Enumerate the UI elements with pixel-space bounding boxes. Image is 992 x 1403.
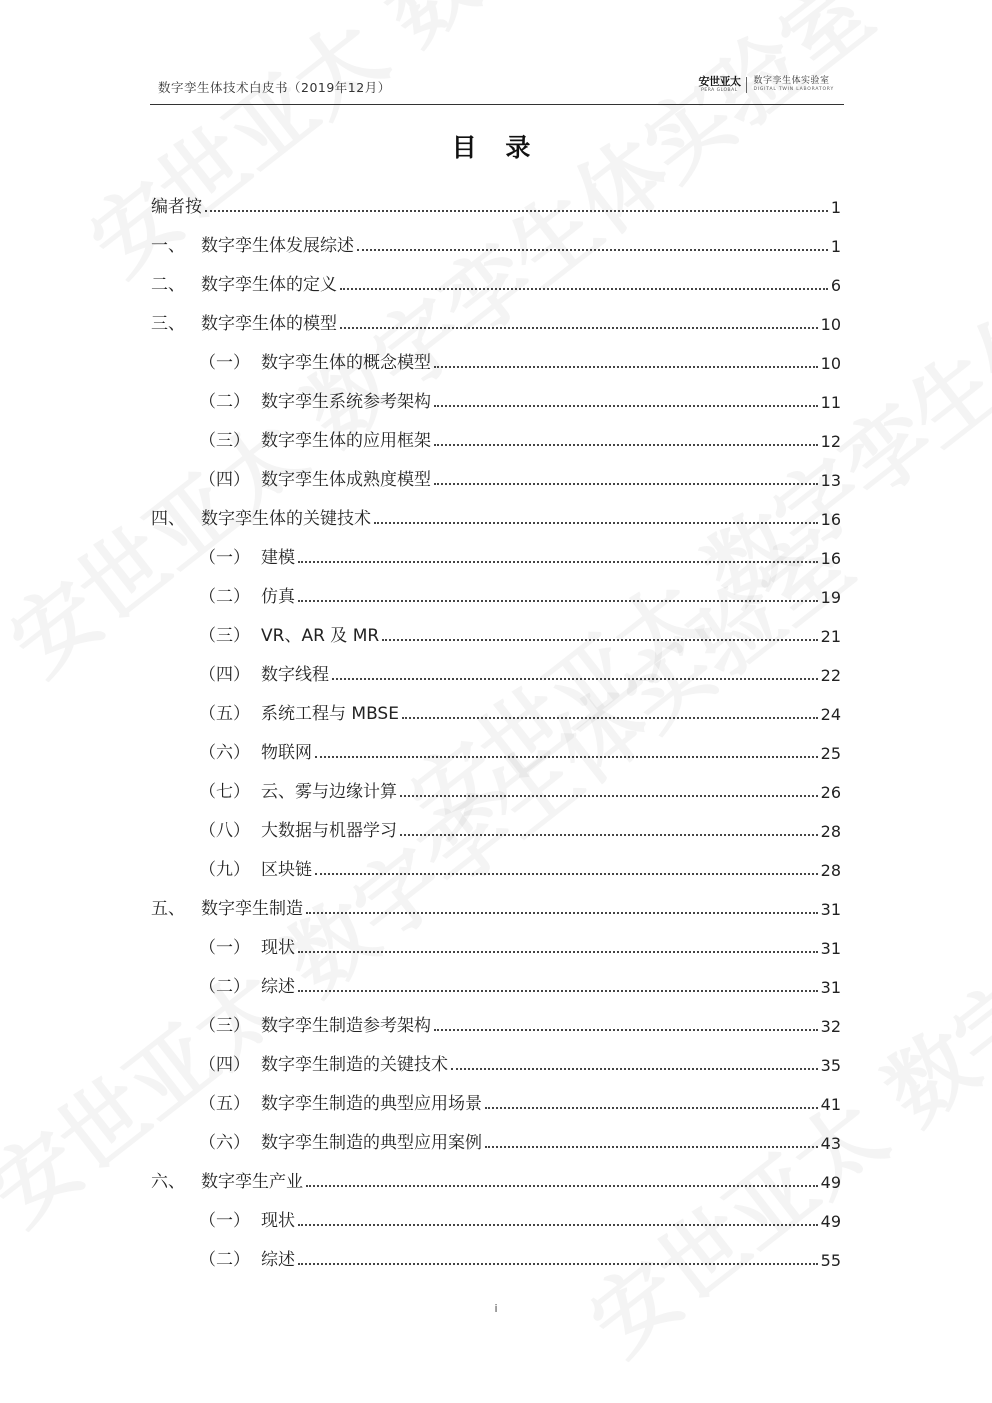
- toc-leader-dots: [434, 482, 818, 485]
- toc-leader-dots: [298, 950, 818, 953]
- toc-entry[interactable]: [151, 451, 841, 490]
- toc-entry-number: （一）: [199, 1211, 250, 1231]
- toc-entry-label: 现状: [261, 938, 295, 958]
- toc-entry-label: 系统工程与 MBSE: [261, 704, 399, 724]
- toc-entry[interactable]: [151, 295, 841, 334]
- toc-entry-label: 综述: [261, 1250, 295, 1270]
- table-of-contents: [151, 178, 841, 1270]
- toc-entry[interactable]: [151, 529, 841, 568]
- toc-entry-number: （四）: [199, 665, 250, 685]
- toc-entry-label: 综述: [261, 977, 295, 997]
- toc-entry[interactable]: [151, 607, 841, 646]
- toc-entry-page: 19: [820, 588, 841, 607]
- toc-entry-number: （一）: [199, 548, 250, 568]
- company-logo-subtext: PERA GLOBAL: [701, 88, 738, 93]
- toc-entry-number: （五）: [199, 1094, 250, 1114]
- toc-entry-page: 31: [820, 939, 841, 958]
- toc-leader-dots: [332, 677, 818, 680]
- toc-leader-dots: [434, 404, 818, 407]
- toc-entry-label: 仿真: [261, 587, 295, 607]
- toc-entry[interactable]: [151, 919, 841, 958]
- toc-entry[interactable]: [151, 880, 841, 919]
- toc-leader-dots: [298, 560, 818, 563]
- toc-leader-dots: [315, 755, 818, 758]
- toc-entry-number: （四）: [199, 1055, 250, 1075]
- toc-entry-label: 数字孪生制造的关键技术: [261, 1055, 448, 1075]
- toc-entry-label: 数字孪生体的定义: [201, 275, 337, 295]
- toc-entry-page: 35: [820, 1056, 841, 1075]
- toc-entry-number: 四、: [151, 509, 185, 529]
- lab-logo: [753, 76, 834, 93]
- toc-entry-label: 大数据与机器学习: [261, 821, 397, 841]
- toc-entry-label: 物联网: [261, 743, 312, 763]
- toc-entry-label: 数字孪生体的应用框架: [261, 431, 431, 451]
- toc-leader-dots: [298, 1223, 818, 1226]
- toc-entry-number: 二、: [151, 275, 185, 295]
- toc-entry-page: 24: [820, 705, 841, 724]
- toc-entry[interactable]: [151, 373, 841, 412]
- company-logo: [698, 76, 740, 94]
- toc-leader-dots: [306, 1184, 818, 1187]
- toc-entry-number: （四）: [199, 470, 250, 490]
- toc-entry-number: （八）: [199, 821, 250, 841]
- toc-entry-label: 数字孪生产业: [201, 1172, 303, 1192]
- toc-leader-dots: [485, 1145, 818, 1148]
- toc-entry[interactable]: [151, 1036, 841, 1075]
- toc-entry-page: 10: [820, 315, 841, 334]
- toc-entry-number: （六）: [199, 1133, 250, 1153]
- toc-entry[interactable]: [151, 1153, 841, 1192]
- toc-leader-dots: [357, 248, 828, 251]
- toc-entry-number: 六、: [151, 1172, 185, 1192]
- toc-entry-label: 建模: [261, 548, 295, 568]
- toc-leader-dots: [298, 599, 818, 602]
- toc-entry-page: 16: [820, 510, 841, 529]
- toc-leader-dots: [298, 1262, 818, 1265]
- toc-entry[interactable]: [151, 685, 841, 724]
- lab-subtext: DIGITAL TWIN LABORATORY: [753, 87, 834, 92]
- toc-entry-number: （五）: [199, 704, 250, 724]
- toc-entry-page: 6: [830, 276, 841, 295]
- toc-entry-label: 现状: [261, 1211, 295, 1231]
- toc-entry[interactable]: [151, 412, 841, 451]
- toc-entry-number: （九）: [199, 860, 250, 880]
- toc-entry[interactable]: [151, 178, 841, 217]
- toc-entry-number: （二）: [199, 977, 250, 997]
- toc-entry[interactable]: [151, 1192, 841, 1231]
- toc-entry[interactable]: [151, 256, 841, 295]
- toc-entry[interactable]: [151, 841, 841, 880]
- toc-leader-dots: [205, 209, 828, 212]
- toc-entry-label: 区块链: [261, 860, 312, 880]
- toc-leader-dots: [340, 326, 818, 329]
- toc-leader-dots: [400, 833, 818, 836]
- toc-entry-page: 31: [820, 978, 841, 997]
- toc-entry-page: 49: [820, 1173, 841, 1192]
- toc-entry-number: （二）: [199, 1250, 250, 1270]
- toc-entry-label: 数字孪生制造: [201, 899, 303, 919]
- toc-entry-label: 数字线程: [261, 665, 329, 685]
- toc-entry[interactable]: [151, 646, 841, 685]
- toc-entry-page: 13: [820, 471, 841, 490]
- toc-entry-page: 28: [820, 861, 841, 880]
- toc-entry-number: 五、: [151, 899, 185, 919]
- toc-entry-number: （六）: [199, 743, 250, 763]
- toc-entry-page: 10: [820, 354, 841, 373]
- toc-entry-number: （一）: [199, 353, 250, 373]
- company-logo-text: 安世亚太: [698, 75, 741, 88]
- toc-entry-page: 41: [820, 1095, 841, 1114]
- toc-entry[interactable]: [151, 334, 841, 373]
- toc-entry-page: 21: [820, 627, 841, 646]
- toc-entry-page: 26: [820, 783, 841, 802]
- toc-entry-label: 数字孪生体发展综述: [201, 236, 354, 256]
- toc-leader-dots: [400, 794, 818, 797]
- toc-entry-number: （三）: [199, 1016, 250, 1036]
- toc-leader-dots: [451, 1067, 818, 1070]
- page-header: [150, 72, 844, 105]
- logo-divider: [746, 77, 747, 93]
- toc-entry-page: 11: [820, 393, 841, 412]
- toc-leader-dots: [306, 911, 818, 914]
- toc-entry-label: 数字孪生制造的典型应用场景: [261, 1094, 482, 1114]
- toc-entry-page: 49: [820, 1212, 841, 1231]
- toc-entry-label: 数字孪生制造参考架构: [261, 1016, 431, 1036]
- toc-entry-number: （三）: [199, 626, 250, 646]
- toc-heading: 目 录: [451, 133, 541, 162]
- toc-entry-page: 28: [820, 822, 841, 841]
- toc-entry[interactable]: [151, 724, 841, 763]
- toc-entry[interactable]: [151, 1231, 841, 1270]
- toc-entry-number: 一、: [151, 236, 185, 256]
- toc-entry-page: 43: [820, 1134, 841, 1153]
- toc-entry-number: （三）: [199, 431, 250, 451]
- toc-entry[interactable]: [151, 802, 841, 841]
- toc-entry-label: 数字孪生体成熟度模型: [261, 470, 431, 490]
- toc-leader-dots: [298, 989, 818, 992]
- toc-entry-label: 数字孪生制造的典型应用案例: [261, 1133, 482, 1153]
- toc-entry-label: 数字孪生体的概念模型: [261, 353, 431, 373]
- toc-entry-number: 三、: [151, 314, 185, 334]
- toc-entry[interactable]: [151, 217, 841, 256]
- toc-leader-dots: [434, 443, 818, 446]
- toc-entry-number: （一）: [199, 938, 250, 958]
- toc-entry[interactable]: [151, 997, 841, 1036]
- toc-entry-number: （二）: [199, 587, 250, 607]
- toc-entry-number: （二）: [199, 392, 250, 412]
- toc-leader-dots: [434, 365, 818, 368]
- toc-leader-dots: [434, 1028, 818, 1031]
- toc-entry[interactable]: [151, 490, 841, 529]
- toc-entry-page: 1: [830, 237, 841, 256]
- toc-leader-dots: [402, 716, 818, 719]
- toc-entry-label: 数字孪生系统参考架构: [261, 392, 431, 412]
- toc-entry-page: 16: [820, 549, 841, 568]
- toc-leader-dots: [374, 521, 818, 524]
- toc-leader-dots: [315, 872, 818, 875]
- toc-entry-label: 云、雾与边缘计算: [261, 782, 397, 802]
- toc-entry-label: 数字孪生体的模型: [201, 314, 337, 334]
- toc-entry[interactable]: [151, 763, 841, 802]
- toc-leader-dots: [340, 287, 828, 290]
- toc-entry[interactable]: [151, 958, 841, 997]
- toc-entry-page: 12: [820, 432, 841, 451]
- toc-entry-label: 编者按: [151, 197, 202, 217]
- toc-entry[interactable]: [151, 1075, 841, 1114]
- toc-entry-page: 31: [820, 900, 841, 919]
- toc-entry-number: （七）: [199, 782, 250, 802]
- toc-entry-page: 22: [820, 666, 841, 685]
- toc-entry-label: VR、AR 及 MR: [261, 626, 380, 646]
- toc-entry-page: 55: [820, 1251, 841, 1270]
- toc-leader-dots: [382, 638, 817, 641]
- toc-entry[interactable]: [151, 568, 841, 607]
- toc-entry-label: 数字孪生体的关键技术: [201, 509, 371, 529]
- lab-name: 数字孪生体实验室: [753, 76, 830, 86]
- header-logo: [698, 76, 834, 94]
- toc-entry-page: 25: [820, 744, 841, 763]
- toc-entry-page: 32: [820, 1017, 841, 1036]
- toc-leader-dots: [485, 1106, 818, 1109]
- page-number: i: [494, 1302, 498, 1315]
- toc-entry[interactable]: [151, 1114, 841, 1153]
- document-title: 数字孪生体技术白皮书（2019年12月）: [158, 80, 391, 95]
- toc-entry-page: 1: [830, 198, 841, 217]
